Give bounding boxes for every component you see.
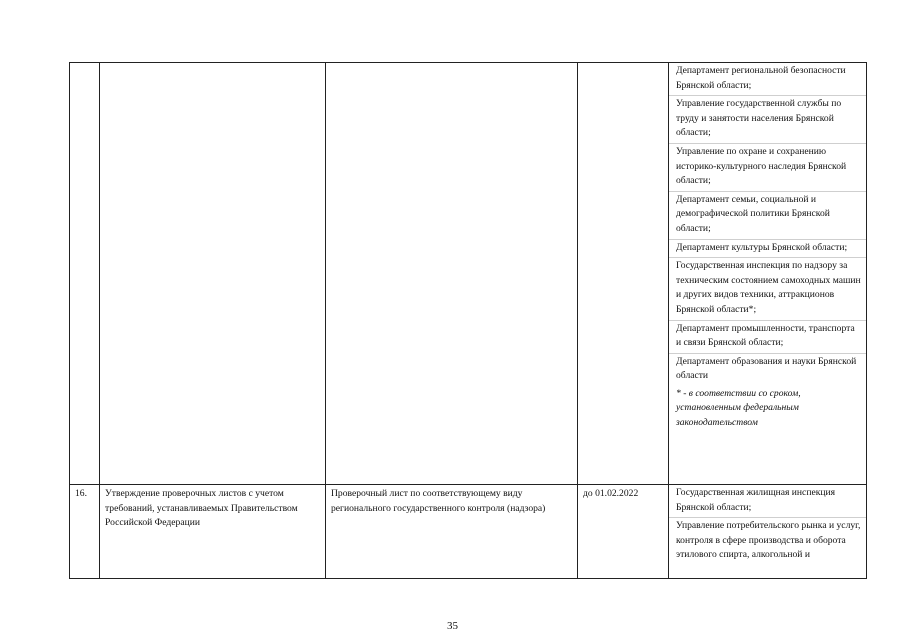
document-table (69, 62, 867, 579)
document-cell (326, 63, 578, 485)
table-row (70, 63, 867, 485)
list-item: Департамент промышленности, транспорта и связи Брянской области; (669, 321, 866, 354)
table-row (70, 485, 867, 579)
deadline-cell (578, 63, 669, 485)
number-cell (70, 63, 100, 485)
list-item: Департамент культуры Брянской области; (669, 240, 866, 259)
list-item: Департамент образования и науки Брянской области (676, 355, 857, 382)
list-item: Управление государственной службы по труду и занятости населения Брянской области; (669, 96, 866, 144)
title-cell (100, 63, 326, 485)
list-item: Государственная жилищная инспекция Брянской области; (669, 485, 866, 518)
footnote: * - в соответствии со сроком, установленным федеральным законодательством (676, 387, 801, 429)
list-item: Государственная инспекция по надзору за техническим состоянием самоходных машин и других видов техники, аттракционов Брянской области*; (669, 258, 866, 320)
title-cell (100, 485, 326, 579)
number-cell (70, 485, 100, 579)
document-cell (326, 485, 578, 579)
row-title: Утверждение проверочных листов с учетом требований, устанавливаемых Правительством Российской Федерации (105, 488, 298, 529)
list-item: Управление по охране и сохранению историко-культурного наследия Брянской области; (669, 144, 866, 192)
organizations-cell (669, 485, 867, 579)
page-number: 35 (447, 620, 458, 632)
list-item: Департамент региональной безопасности Брянской области; (669, 63, 866, 96)
deadline-cell (578, 485, 669, 579)
organizations-list (669, 63, 866, 386)
organizations-list (669, 485, 866, 565)
list-item: Управление потребительского рынка и услуг, контроля в сфере производства и оборота этилового спирта, алкогольной и (676, 520, 861, 561)
organizations-cell (669, 63, 867, 485)
row-deadline: до 01.02.2022 (583, 488, 639, 499)
list-item: Департамент семьи, социальной и демографической политики Брянской области; (669, 192, 866, 240)
row-number: 16. (75, 488, 87, 499)
row-document: Проверочный лист по соответствующему виду регионального государственного контроля (надзора) (331, 488, 546, 514)
